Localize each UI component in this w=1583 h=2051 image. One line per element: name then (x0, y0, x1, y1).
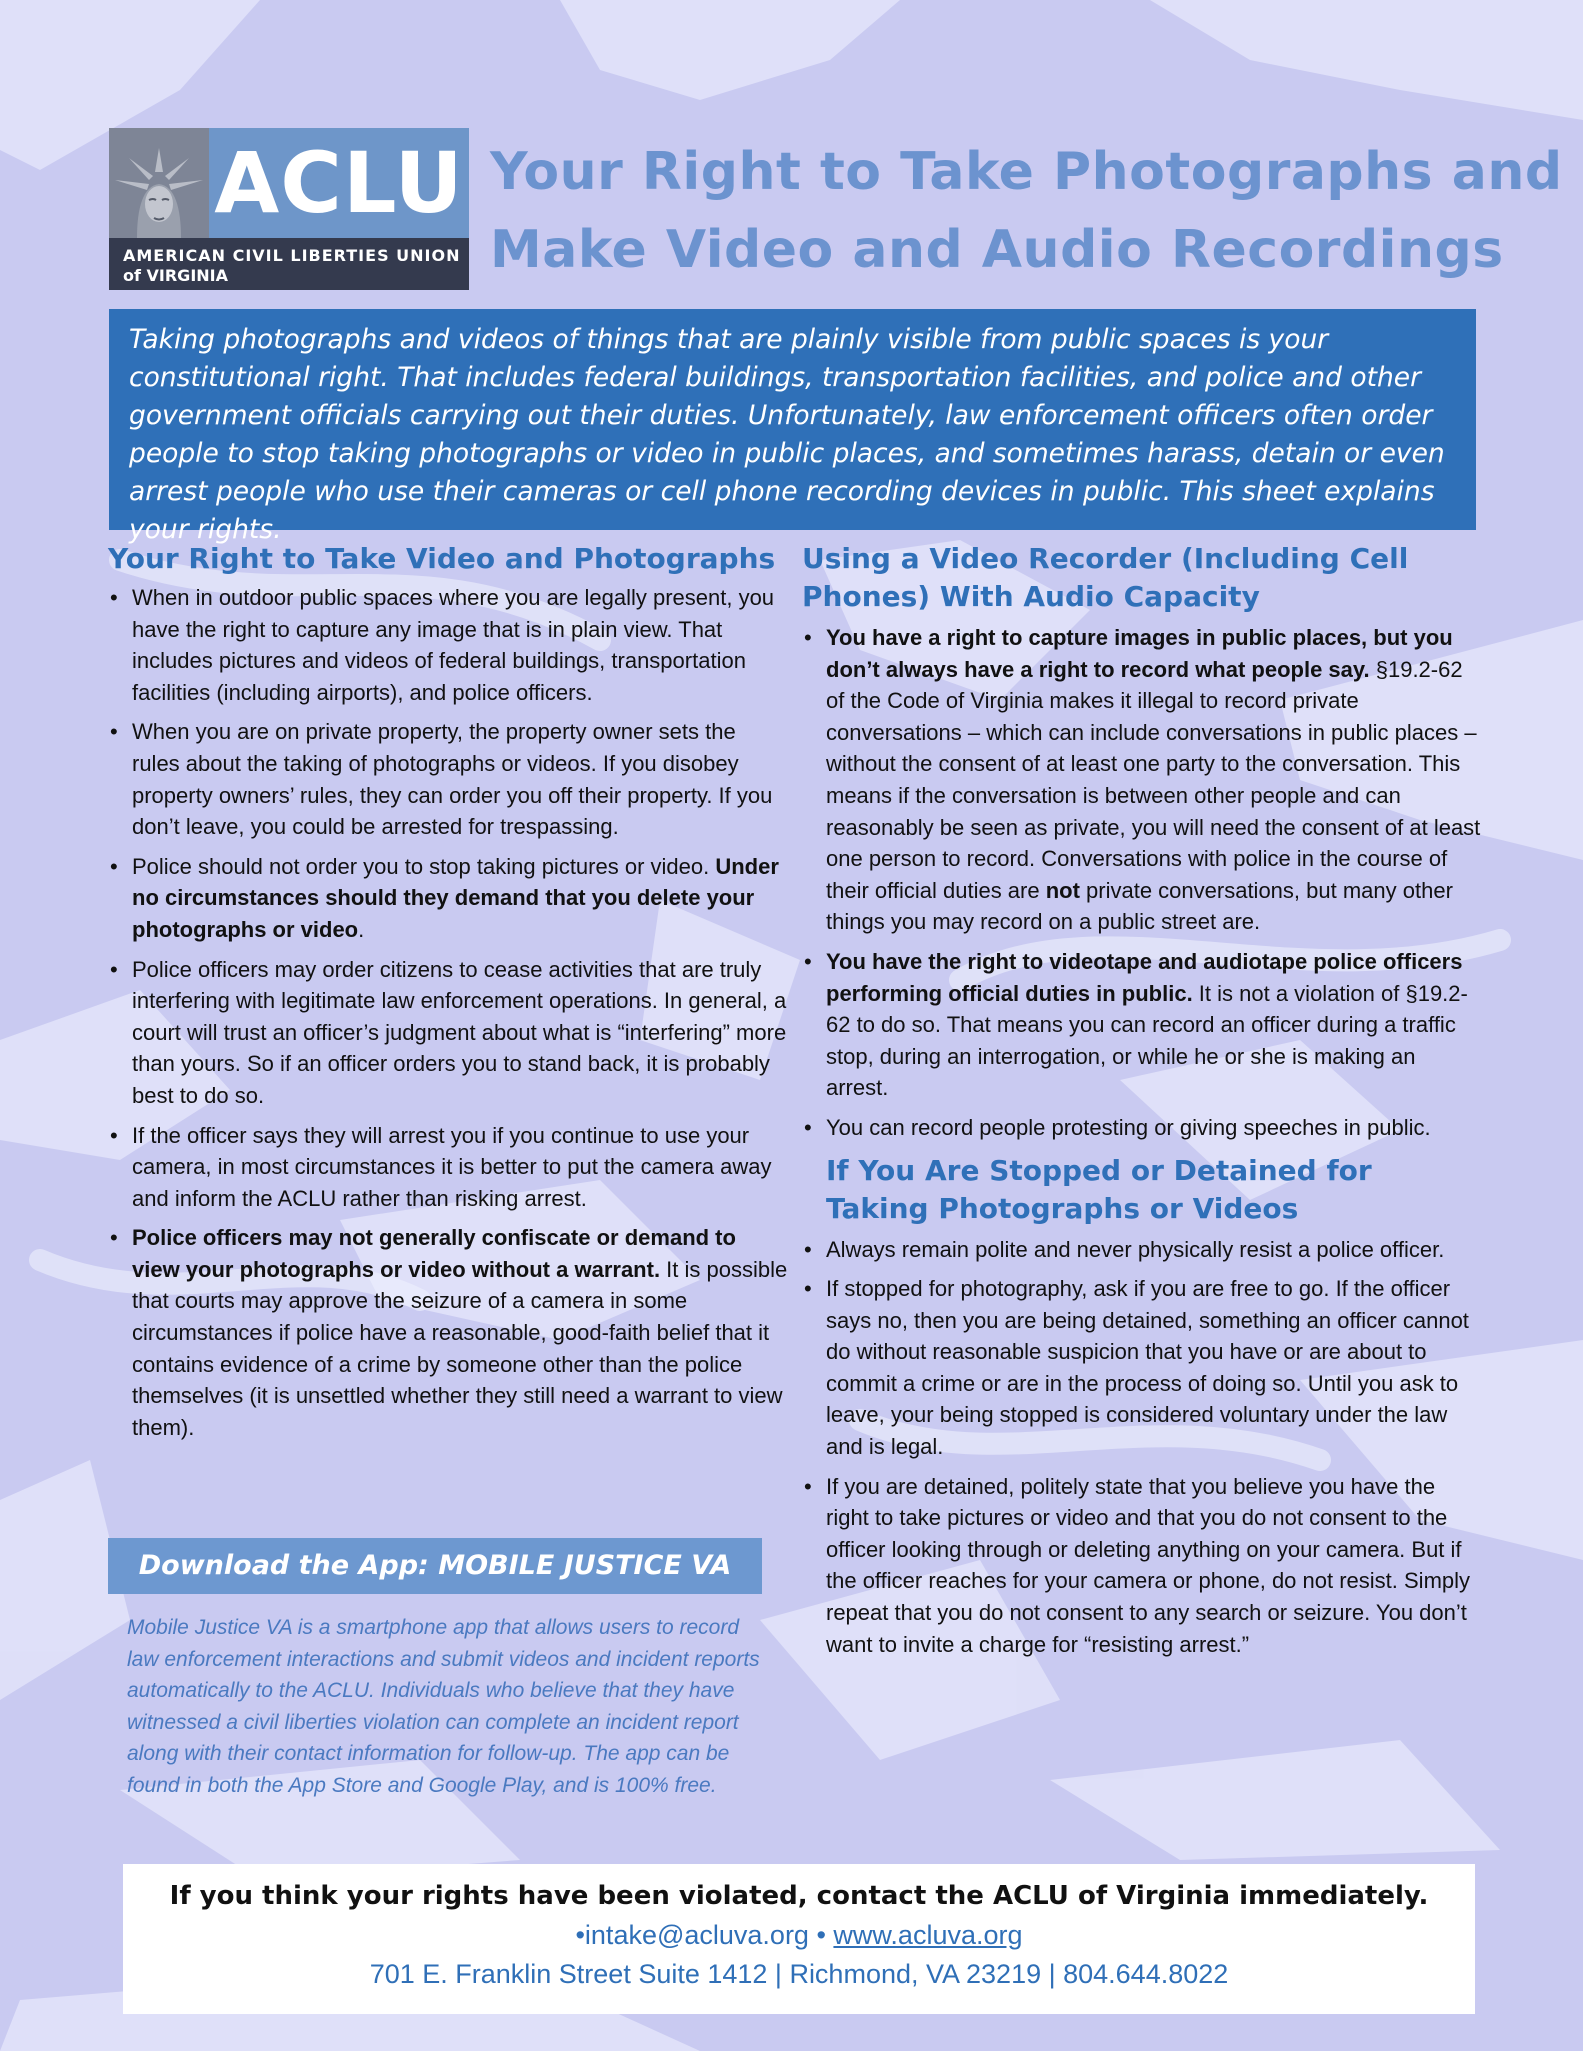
bullet-separator: • (808, 1920, 834, 1950)
intro-text: Taking photographs and videos of things that are plainly visible from public spaces is your constitutional right. That includes federal buildings, transportation facilities, and police and other government officials carrying out their duties. Unfortunately, law enforcement officers often order people to stop taking photographs or video in public places, and sometimes harass, detain or even arrest people who use their cameras or cell phone recording devices in public. This sheet explains your rights. (129, 324, 1445, 545)
bullet-text: §19.2-62 of the Code of Virginia makes it illegal to record private conversations – which can include conversations in public places – without the consent of at least one party to the conversation. This means if the conversation is between other people and can reasonably be seen as private, you will need the consent of at least one person to record. Conversations with police in the course of their official duties are (826, 656, 1481, 903)
logo-line2: of VIRGINIA (123, 266, 228, 285)
email-link[interactable]: intake@acluva.org (584, 1920, 809, 1950)
bullet-bold-text: Police officers may not generally confiscate or demand to view your photographs or video without a warrant. (132, 1225, 736, 1282)
bullet-text: Police should not order you to stop taking pictures or video. (132, 853, 716, 879)
bullet-text: It is not a violation of §19.2-62 to do so. That means you can record an officer during a traffic stop, during an interrogation, or while he or she is making an arrest. (826, 980, 1468, 1101)
bullet-text: If you are detained, politely state that you believe you have the right to take pictures or video and that you do not consent to the officer looking through or deleting anything on your camera. But if the officer reaches for your camera or phone, do not resist. Simply repeat that you do not consent to any search or seizure. You don’t want to invite a charge for “resisting arrest.” (826, 1473, 1471, 1657)
bullet-text: Police officers may order citizens to cease activities that are truly interfering with legitimate law enforcement operations. In general, a court will trust an officer’s judgment about what is “interfering” more than yours. So if an officer orders you to stand back, it is probably best to do so. (132, 956, 787, 1108)
list-item (802, 622, 1482, 938)
bullet-separator: • (575, 1920, 585, 1950)
bullet-bold-text: You have a right to capture images in public places, but you don’t always have a right to record what people say. (826, 625, 1453, 682)
list-item (108, 582, 788, 708)
logo-line1: AMERICAN CIVIL LIBERTIES UNION (123, 246, 461, 265)
title-line2: Make Video and Audio Recordings (490, 220, 1504, 280)
list-item (108, 954, 788, 1112)
footer-contact-line (123, 1916, 1475, 1954)
app-description: Mobile Justice VA is a smartphone app that allows users to record law enforcement interactions and submit videos and incident reports automatically to the ACLU. Individuals who believe that they have witnessed a civil liberties violation can complete an incident report along with their contact information for follow-up. The app can be found in both the App Store and Google Play, and is 100% free. (127, 1616, 760, 1797)
bullet-bold-text: You have the right to videotape and audiotape police officers performing official duties in public. (826, 948, 1463, 1006)
list-item (802, 1471, 1482, 1661)
bullet-text: If the officer says they will arrest you if you continue to use your camera, in most circumstances it is better to put the camera away and inform the ACLU rather than risking arrest. (132, 1122, 772, 1211)
left-column (108, 540, 788, 1451)
list-item (802, 946, 1482, 1104)
footer-contact-box (123, 1864, 1475, 2014)
list-item (802, 1273, 1482, 1463)
app-download-banner: Download the App: MOBILE JUSTICE VA (108, 1538, 762, 1594)
aclu-logo (109, 128, 469, 290)
bullet-text: If stopped for photography, ask if you are free to go. If the officer says no, then you are being detained, something an officer cannot do without reasonable suspicion that you have or are about to commit a crime or are in the process of doing so. Until you ask to leave, your being stopped is considered voluntary under the law and is legal. (826, 1276, 1469, 1460)
page-title (490, 133, 1563, 289)
right-heading-recording: Using a Video Recorder (Including Cell Phones) With Audio Capacity (802, 542, 1409, 613)
list-item (108, 716, 788, 842)
right-heading-stopped: If You Are Stopped or Detained for Taking Photographs or Videos (826, 1153, 1372, 1225)
left-heading: Your Right to Take Video and Photographs (108, 542, 776, 575)
statue-of-liberty-icon (109, 128, 209, 238)
footer-call-to-action: If you think your rights have been violated, contact the ACLU of Virginia immediately. (169, 1881, 1429, 1911)
bullet-bold-text: Under no circumstances should they demand that you delete your photographs or video (132, 853, 779, 942)
bullet-text: When in outdoor public spaces where you are legally present, you have the right to capture any image that is in plain view. That includes pictures and videos of federal buildings, transportation facilities (including airports), and police officers. (132, 585, 775, 705)
list-item (108, 851, 788, 946)
logo-wordmark: ACLU (209, 128, 469, 238)
website-link[interactable]: www.acluva.org (833, 1920, 1023, 1950)
bullet-bold-text: not (1045, 877, 1080, 903)
list-item (108, 1222, 788, 1443)
title-line1: Your Right to Take Photographs and (490, 142, 1563, 202)
logo-org-name (109, 238, 469, 290)
bullet-text: Always remain polite and never physically resist a police officer. (826, 1236, 1445, 1262)
logo-top (109, 128, 469, 238)
bullet-text: private conversations, but many other things you may record on a public street are. (826, 877, 1453, 935)
bullet-text: You can record people protesting or giving speeches in public. (826, 1114, 1431, 1140)
intro-box (109, 309, 1476, 545)
bullet-text: . (358, 916, 365, 942)
bullet-text: When you are on private property, the property owner sets the rules about the taking of photographs or videos. If you disobey property owners’ rules, they can order you off their property. If you don’t leave, you could be arrested for trespassing. (132, 719, 773, 840)
list-item (108, 1120, 788, 1215)
list-item (802, 1234, 1482, 1266)
footer-address: 701 E. Franklin Street Suite 1412 | Richmond, VA 23219 | 804.644.8022 (369, 1959, 1229, 1989)
right-column (802, 540, 1502, 1668)
list-item (802, 1112, 1482, 1144)
bullet-text: It is possible that courts may approve the seizure of a camera in some circumstances if police have a reasonable, good-faith belief that it contains evidence of a crime by someone other than the police themselves (it is unsettled whether they still need a warrant to view them). (132, 1256, 788, 1440)
